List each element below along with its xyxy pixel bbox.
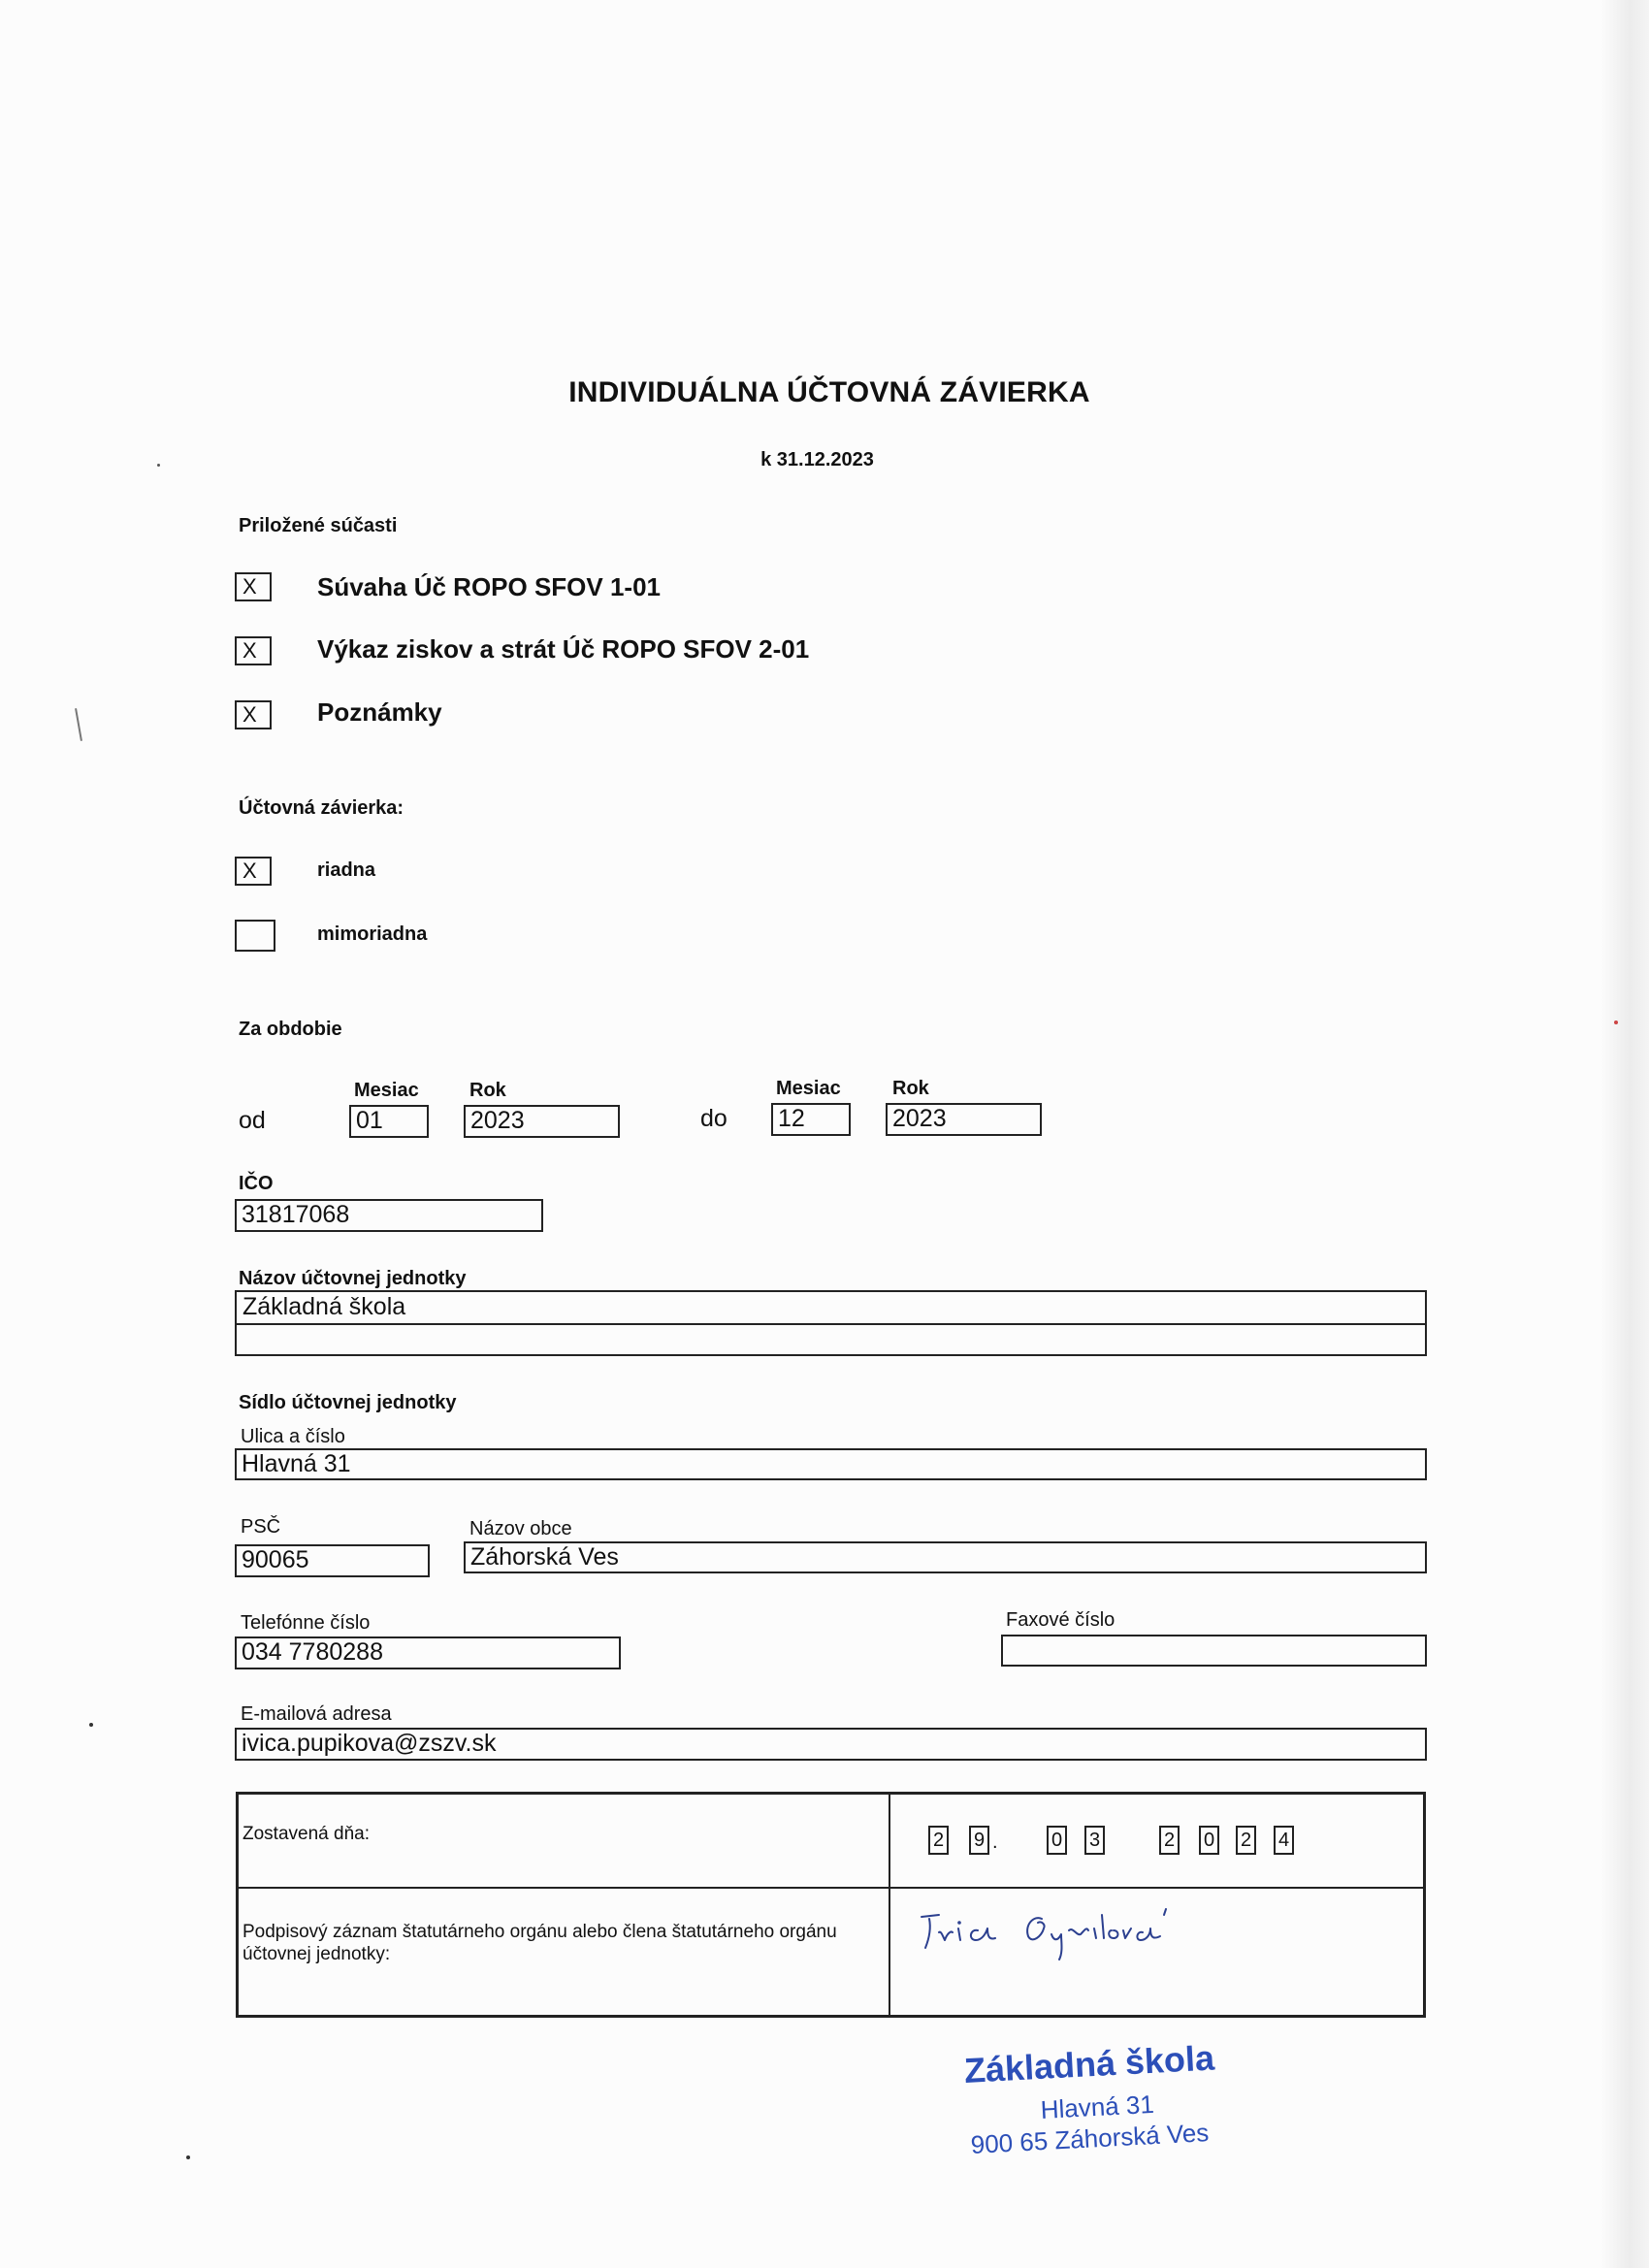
attachments-heading: Priložené súčasti [239,515,398,536]
unit-name-line1[interactable]: Základná škola [242,1293,406,1320]
closing-label-regular: riadna [317,859,376,881]
to-year-field[interactable]: 2023 [886,1103,1042,1136]
fax-field[interactable] [1001,1635,1427,1667]
attachment-label-income-statement: Výkaz ziskov a strát Úč ROPO SFOV 2-01 [317,634,810,664]
street-label: Ulica a číslo [241,1426,345,1447]
date-digit-day-2[interactable]: 9 [969,1826,989,1855]
scan-edge-shadow [1600,0,1649,2268]
scan-speck [157,464,160,467]
street-field[interactable]: Hlavná 31 [235,1448,1427,1480]
fax-label: Faxové číslo [1006,1609,1116,1631]
ico-field[interactable]: 31817068 [235,1199,543,1232]
document-title: INDIVIDUÁLNA ÚČTOVNÁ ZÁVIERKA [568,376,1090,408]
from-label: od [239,1107,266,1134]
closing-label-extraordinary: mimoriadna [317,923,428,945]
date-digit-day-1[interactable]: 2 [928,1826,949,1855]
date-separator-day: . [992,1831,998,1853]
document-date: k 31.12.2023 [760,449,874,470]
to-month-label: Mesiac [776,1078,841,1099]
to-label: do [700,1105,728,1132]
closing-checkbox-extraordinary[interactable] [235,920,275,952]
city-label: Názov obce [469,1518,572,1539]
date-digit-year-2[interactable]: 0 [1199,1826,1219,1855]
period-heading: Za obdobie [239,1019,342,1040]
attachment-label-notes: Poznámky [317,697,442,727]
signature-table [236,1792,1426,2018]
date-digit-year-1[interactable]: 2 [1159,1826,1180,1855]
signature-table-hdivider [239,1887,1423,1889]
scan-mark [75,708,82,741]
scan-speck [1614,1021,1618,1024]
signature-label: Podpisový záznam štatutárneho orgánu alebo člena štatutárneho orgánu účtovnej jednotky: [242,1922,837,1964]
from-month-label: Mesiac [354,1080,419,1101]
date-label: Zostavená dňa: [242,1824,370,1844]
signature-table-vdivider [889,1795,890,2015]
seat-heading: Sídlo účtovnej jednotky [239,1392,457,1413]
stamp-line-2: Hlavná 31 [1040,2089,1155,2124]
psc-field[interactable]: 90065 [235,1544,430,1577]
ico-label: IČO [239,1173,274,1194]
date-digit-year-4[interactable]: 4 [1274,1826,1294,1855]
phone-field[interactable]: 034 7780288 [235,1636,621,1669]
date-digit-month-2[interactable]: 3 [1084,1826,1105,1855]
unit-name-divider [237,1323,1425,1325]
unit-name-label: Názov účtovnej jednotky [239,1268,467,1289]
scan-speck [89,1723,93,1727]
handwritten-signature [918,1901,1247,1969]
phone-label: Telefónne číslo [241,1612,371,1634]
to-month-field[interactable]: 12 [771,1103,851,1136]
unit-name-box [235,1290,1427,1356]
from-year-field[interactable]: 2023 [464,1105,620,1138]
date-digit-year-3[interactable]: 2 [1236,1826,1256,1855]
email-field[interactable]: ivica.pupikova@zszv.sk [235,1728,1427,1761]
closing-type-heading: Účtovná závierka: [239,797,404,819]
from-year-label: Rok [469,1080,506,1101]
stamp-line-3: 900 65 Záhorská Ves [970,2118,1210,2159]
attachment-checkbox-balance[interactable]: X [235,572,272,601]
attachment-checkbox-notes[interactable]: X [235,700,272,729]
stamp-line-1: Základná škola [963,2037,1215,2090]
city-field[interactable]: Záhorská Ves [464,1541,1427,1573]
psc-label: PSČ [241,1516,281,1538]
scan-speck [186,2155,190,2159]
from-month-field[interactable]: 01 [349,1105,429,1138]
date-digit-month-1[interactable]: 0 [1047,1826,1067,1855]
email-label: E-mailová adresa [241,1703,392,1725]
closing-checkbox-regular[interactable]: X [235,857,272,886]
to-year-label: Rok [892,1078,929,1099]
attachment-label-balance: Súvaha Úč ROPO SFOV 1-01 [317,572,662,601]
attachment-checkbox-income-statement[interactable]: X [235,636,272,665]
